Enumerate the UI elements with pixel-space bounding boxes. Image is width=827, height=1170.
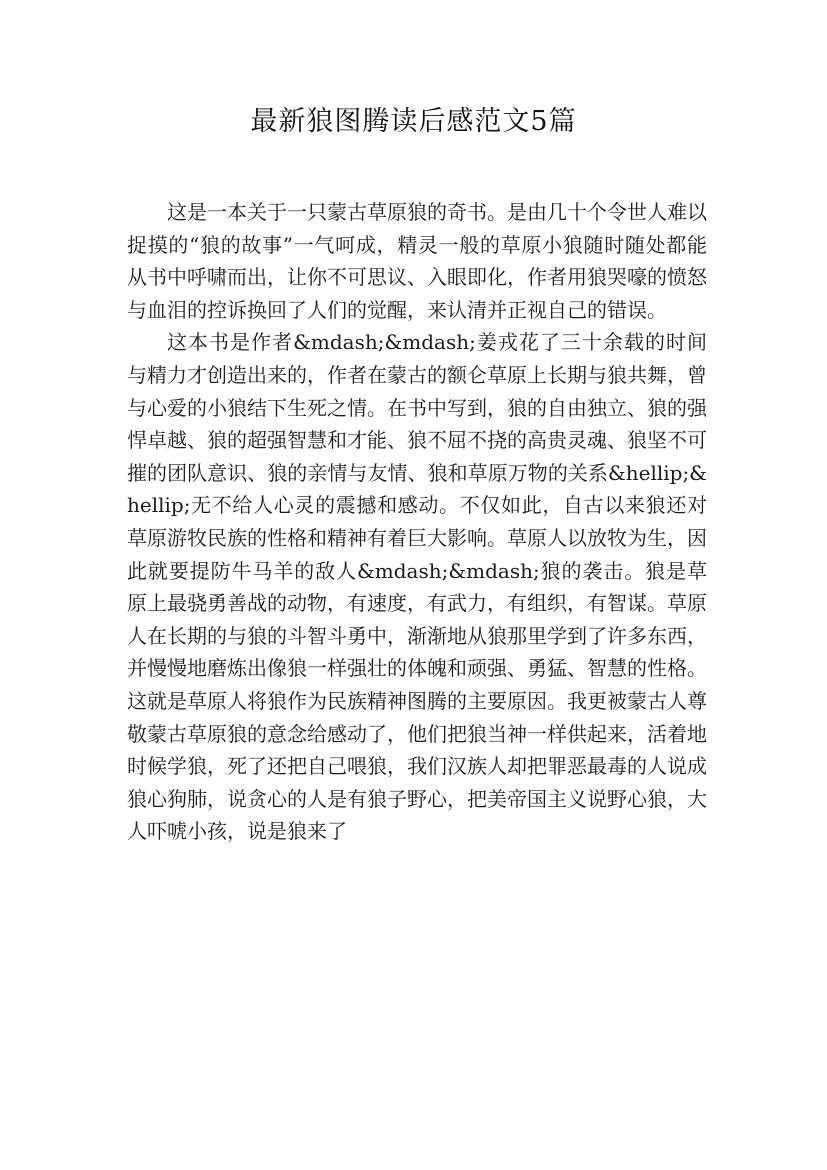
document-title: 最新狼图腾读后感范文5篇 — [250, 106, 577, 137]
document-body — [127, 196, 707, 848]
paragraph-1: 这是一本关于一只蒙古草原狼的奇书。是由几十个令世人难以捉摸的“狼的故事”一气呵成，精灵一般的草原小狼随时随处都能从书中呼啸而出，让你不可思议、入眼即化，作者用狼哭嚎的愤怒与血泪的控诉换回了人们的觉醒，来认清并正视自己的错误。 — [127, 200, 707, 322]
paragraph-2: 这本书是作者&mdash;&mdash;姜戎花了三十余载的时间与精力才创造出来的，作者在蒙古的额仑草原上长期与狼共舞，曾与心爱的小狼结下生死之情。在书中写到，狼的自由独立、狼的强悍卓越、狼的超强智慧和才能、狼不屈不挠的高贵灵魂、狼坚不可摧的团队意识、狼的亲情与友情、狼和草原万物的关系&hellip;&hellip;无不给人心灵的震撼和感动。不仅如此，自古以来狼还对草原游牧民族的性格和精神有着巨大影响。草原人以放牧为生，因此就要提防牛马羊的敌人&mdash;&mdash;狼的袭击。狼是草原上最骁勇善战的动物，有速度，有武力，有组织，有智谋。草原人在长期的与狼的斗智斗勇中，渐渐地从狼那里学到了许多东西，并慢慢地磨炼出像狼一样强壮的体魄和顽强、勇猛、智慧的性格。这就是草原人将狼作为民族精神图腾的主要原因。我更被蒙古人尊敬蒙古草原狼的意念给感动了，他们把狼当神一样供起来，活着地时候学狼，死了还把自己喂狼，我们汉族人却把罪恶最毒的人说成狼心狗肺，说贪心的人是有狼子野心，把美帝国主义说野心狼，大人吓唬小孩，说是狼来了 — [127, 330, 707, 844]
